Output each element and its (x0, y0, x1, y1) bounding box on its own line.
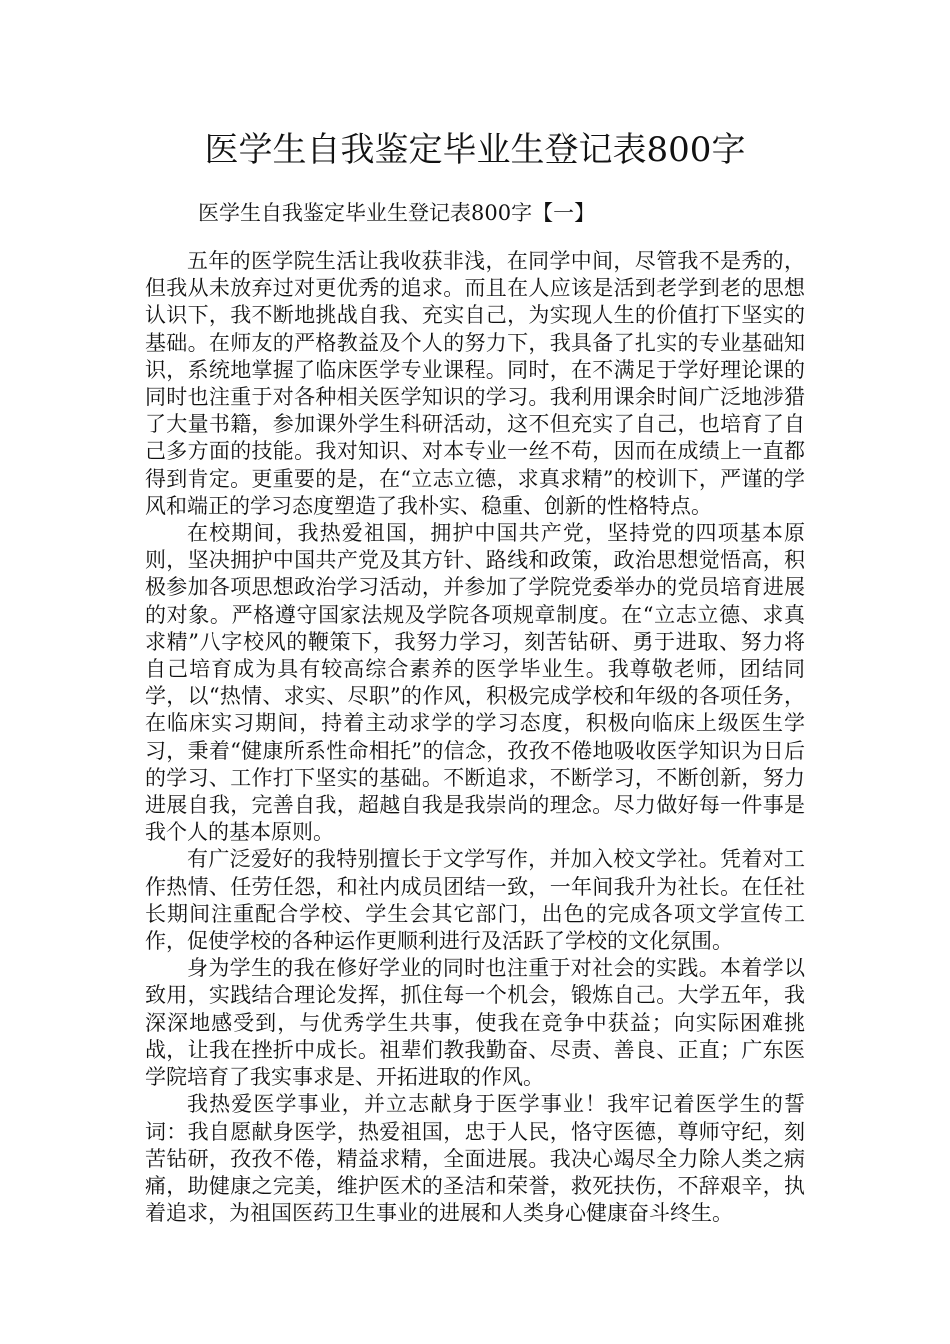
paragraph-2: 在校期间，我热爱祖国，拥护中国共产党，坚持党的四项基本原则，坚决拥护中国共产党及其方针、路线和政策，政治思想觉悟高，积极参加各项思想政治学习活动，并参加了学院党委举办的党员培育进展的对象。严格遵守国家法规及学院各项规章制度。在“立志立德、求真求精”八字校风的鞭策下，我努力学习，刻苦钻研、勇于进取、努力将自己培育成为具有较高综合素养的医学毕业生。我尊敬老师，团结同学，以“热情、求实、尽职”的作风，积极完成学校和年级的各项任务，在临床实习期间，持着主动求学的学习态度，积极向临床上级医生学习，秉着“健康所系性命相托”的信念，孜孜不倦地吸收医学知识为日后的学习、工作打下坚实的基础。不断追求，不断学习，不断创新，努力进展自我，完善自我，超越自我是我崇尚的理念。尽力做好每一件事是我个人的基本原则。 (145, 521, 805, 845)
paragraph-1: 五年的医学院生活让我收获非浅，在同学中间，尽管我不是秀的，但我从未放弃过对更优秀的追求。而且在人应该是活到老学到老的思想认识下，我不断地挑战自我、充实自己，为实现人生的价值打下坚实的基础。在师友的严格教益及个人的努力下，我具备了扎实的专业基础知识，系统地掌握了临床医学专业课程。同时，在不满足于学好理论课的同时也注重于对各种相关医学知识的学习。我利用课余时间广泛地涉猎了大量书籍，参加课外学生科研活动，这不但充实了自己，也培育了自己多方面的技能。我对知识、对本专业一丝不苟，因而在成绩上一直都得到肯定。更重要的是，在“立志立德，求真求精”的校训下，严谨的学风和端正的学习态度塑造了我朴实、稳重、创新的性格特点。 (145, 249, 805, 518)
section-heading: 医学生自我鉴定毕业生登记表800字【一】 (198, 201, 596, 225)
paragraph-5: 我热爱医学事业，并立志献身于医学事业！我牢记着医学生的誓词：我自愿献身医学，热爱祖国，忠于人民，恪守医德，尊师守纪，刻苦钻研，孜孜不倦，精益求精，全面进展。我决心竭尽全力除人类之病痛，助健康之完美，维护医术的圣洁和荣誉，救死扶伤，不辞艰辛，执着追求，为祖国医药卫生事业的进展和人类身心健康奋斗终生。 (145, 1092, 805, 1226)
paragraph-4: 身为学生的我在修好学业的同时也注重于对社会的实践。本着学以致用，实践结合理论发挥，抓住每一个机会，锻炼自己。大学五年，我深深地感受到，与优秀学生共事，使我在竞争中获益；向实际困难挑战，让我在挫折中成长。祖辈们教我勤奋、尽责、善良、正直；广东医学院培育了我实事求是、开拓进取的作风。 (145, 956, 805, 1090)
document-title: 医学生自我鉴定毕业生登记表800字 (204, 130, 746, 170)
document-body (145, 248, 805, 1227)
paragraph-3: 有广泛爱好的我特别擅长于文学写作，并加入校文学社。凭着对工作热情、任劳任怨，和社内成员团结一致，一年间我升为社长。在任社长期间注重配合学校、学生会其它部门，出色的完成各项文学宣传工作，促使学校的各种运作更顺利进行及活跃了学校的文化氛围。 (145, 847, 805, 954)
